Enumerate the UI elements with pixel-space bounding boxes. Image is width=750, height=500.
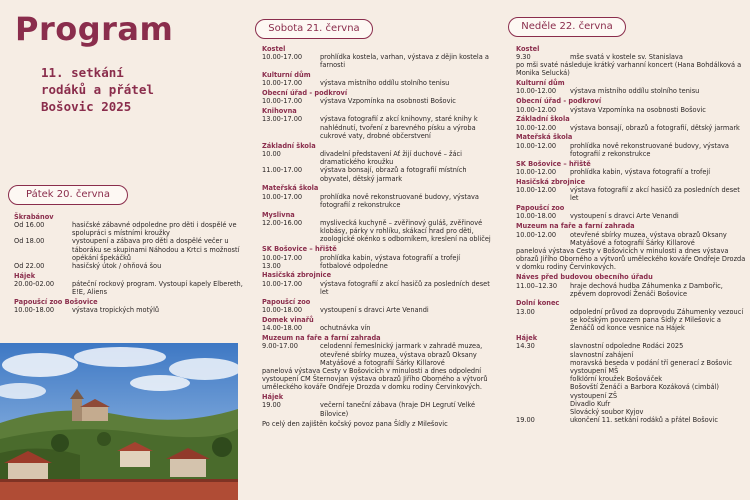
event-time xyxy=(516,400,570,408)
event-description: prohlídka nově rekonstruované budovy, výstava fotografií z rekonstrukce xyxy=(320,192,479,209)
venue-heading: Hájek xyxy=(262,393,284,402)
event-row xyxy=(516,212,746,220)
event-time: 14.30 xyxy=(516,342,535,351)
event-row xyxy=(262,79,498,87)
event-description: divadelní představení Ať žijí duchové – žáci dramatického kroužku xyxy=(320,149,463,167)
event-time xyxy=(516,383,570,391)
subtitle-line: Bošovic 2025 xyxy=(41,99,132,114)
venue-heading: Domek vinařů xyxy=(262,315,314,324)
event-time: 10.00-12.00 xyxy=(516,87,557,96)
event-row xyxy=(516,400,746,408)
event-description: slavnostní zahájení xyxy=(570,350,634,359)
venue-heading: Papoušcí zoo xyxy=(262,297,311,306)
event-description: výstava fotografií z akcí hasičů za posledních deset let xyxy=(570,186,740,203)
event-description: myslivecká kuchyně – zvěřinový guláš, zvěřinové klobásy, párky v rohlíku, skákací hrad pro děti, zoologické okénko s odborníkem, kreslení na obličej xyxy=(320,218,491,244)
event-row xyxy=(516,367,746,375)
event-time: 9.00-17.00 xyxy=(262,342,298,351)
event-time: 9.30 xyxy=(516,52,531,61)
event-time: 10.00-17.00 xyxy=(262,192,303,201)
day-label-sunday: Neděle 22. června xyxy=(508,17,626,37)
venue-heading: Základní škola xyxy=(262,141,316,150)
event-row xyxy=(262,306,498,314)
event-description: výstava bonsají, obrazů a fotografií místních obyvatel, dětský jarmark xyxy=(320,166,467,183)
event-description: otevřené sbírky muzea, výstava obrazů Oksany Matyášové a fotografií Šárky Killarové xyxy=(570,230,727,247)
event-time: Od 22.00 xyxy=(14,261,45,270)
event-description: večerní taneční zábava (hraje DH Legrutí Velké Bílovice) xyxy=(320,401,476,418)
venue-heading: Hájek xyxy=(14,271,36,280)
event-description: prohlídka nově rekonstruované budovy, výstava fotografií z rekonstrukce xyxy=(570,141,729,158)
day-label-friday: Pátek 20. června xyxy=(8,185,128,205)
event-row xyxy=(516,53,746,61)
venue-heading: Hasičská zbrojnice xyxy=(262,271,332,280)
event-row xyxy=(262,53,498,69)
event-time: 19.00 xyxy=(262,401,281,410)
event-description: ukončení 11. setkání rodáků a přátel Bošovic xyxy=(570,416,719,425)
event-row xyxy=(516,168,746,176)
event-description: folklórní kroužek Bošováček xyxy=(570,375,663,384)
event-time: 10.00-18.00 xyxy=(14,306,55,315)
event-row xyxy=(14,306,246,314)
event-row xyxy=(516,383,746,391)
event-time: 11.00-17.00 xyxy=(262,166,303,175)
venue-note: panelová výstava Cesty v Bošovicích v minulosti a dnes výstava obrazů Jiřího Oborného a výtvorů uměleckého kováře Ondřeje Drozda v domku rodiny Červinkových. xyxy=(516,247,746,272)
venue-heading: Náves před budovou obecního úřadu xyxy=(516,273,653,282)
event-time: 20.00-02.00 xyxy=(14,280,55,289)
event-row xyxy=(516,106,746,114)
event-time: 13.00 xyxy=(262,261,281,270)
event-row xyxy=(516,186,746,202)
venue-heading: Knihovna xyxy=(262,107,297,116)
event-time: 12.00-16.00 xyxy=(262,218,303,227)
event-row xyxy=(14,237,246,262)
event-row xyxy=(262,280,498,296)
event-row xyxy=(262,262,498,270)
event-row xyxy=(262,150,498,166)
event-time: 13.00-17.00 xyxy=(262,115,303,124)
event-row xyxy=(262,401,498,417)
event-row xyxy=(516,231,746,247)
event-row xyxy=(516,359,746,367)
sunday-schedule xyxy=(516,43,746,424)
event-row xyxy=(262,193,498,209)
venue-heading: Kulturní dům xyxy=(516,79,565,88)
venue-note: po mši svaté následuje krátký varhanní koncert (Hana Bohdálková a Monika Selucká) xyxy=(516,61,742,78)
event-time: 10.00-12.00 xyxy=(516,105,557,114)
event-description: vystoupení s dravci Arte Venandi xyxy=(570,212,679,221)
event-time: 10.00-12.00 xyxy=(516,230,557,239)
event-time xyxy=(516,351,570,359)
event-time: 13.00 xyxy=(516,307,535,316)
event-description: hasičské zábavné odpoledne pro děti i dospělé ve spolupráci s místními kroužky xyxy=(72,220,237,238)
venue-heading: Muzeum na faře a farní zahrada xyxy=(516,222,635,231)
event-row xyxy=(516,87,746,95)
event-description: hasičský útok / ohňová šou xyxy=(72,261,162,270)
day-label-saturday: Sobota 21. června xyxy=(255,19,373,39)
event-description: výstava bonsají, obrazů a fotografií, dětský jarmark xyxy=(570,123,740,132)
event-description: moravská beseda v podání tří generací z Bošovic xyxy=(570,358,732,367)
venue-heading: Hasičská zbrojnice xyxy=(516,177,586,186)
event-row xyxy=(516,408,746,416)
event-time xyxy=(516,392,570,400)
event-time: 10.00-12.00 xyxy=(516,168,557,177)
venue-heading: Papoušcí zoo xyxy=(516,204,565,213)
event-time: 19.00 xyxy=(516,416,535,425)
event-row xyxy=(14,221,246,237)
event-time: 11.00–12.30 xyxy=(516,281,558,290)
venue-heading: Muzeum na faře a farní zahrada xyxy=(262,333,381,342)
event-description: prohlídka kostela, varhan, výstava z dějin kostela a farnosti xyxy=(320,52,489,70)
event-description: celodenní řemeslnický jarmark v zahradě muzea, otevřené sbírky muzea, výstava obrazů Oksany Matyášové a fotografií Šárky Killarové xyxy=(320,342,483,367)
event-time: 10.00-17.00 xyxy=(262,52,303,61)
event-description: výstava tropických motýlů xyxy=(72,306,160,315)
event-time: 10.00-17.00 xyxy=(262,253,303,262)
venue-heading: SK Bošovice – hřiště xyxy=(516,159,591,168)
event-description: Slovácký soubor Kyjov xyxy=(570,407,644,416)
event-time xyxy=(516,367,570,375)
event-description: slavnostní odpoledne Rodáci 2025 xyxy=(570,342,684,351)
event-time: 10.00 xyxy=(262,149,281,158)
event-row xyxy=(262,342,498,367)
subtitle-line: 11. setkání xyxy=(41,65,124,80)
event-subtitle xyxy=(41,64,154,115)
event-time: 14.00-18.00 xyxy=(262,324,303,333)
event-row xyxy=(516,142,746,158)
venue-heading: Obecní úřad - podkroví xyxy=(262,88,348,97)
event-description: Divadlo Kufr xyxy=(570,399,611,408)
event-time: 10.00-17.00 xyxy=(262,79,303,88)
event-description: fotbalové odpoledne xyxy=(320,261,388,270)
venue-heading: Základní škola xyxy=(516,115,570,124)
event-description: mše svatá v kostele sv. Stanislava xyxy=(570,52,683,61)
event-time: 10.00-17.00 xyxy=(262,97,303,106)
event-description: vystoupení s dravci Arte Venandi xyxy=(320,306,429,315)
venue-heading: Mateřská škola xyxy=(516,133,573,142)
event-description: výstava místního oddílu stolního tenisu xyxy=(320,79,450,88)
event-row xyxy=(516,282,746,298)
saturday-schedule xyxy=(262,43,498,428)
event-time: 10.00-12.00 xyxy=(516,123,557,132)
venue-heading: Kostel xyxy=(262,44,286,53)
event-description: výstava fotografií z akcí knihovny, staré knihy k nahlédnutí, tvoření z barevného písku a výroba cukrové vaty, drobné občerstvení xyxy=(320,115,478,140)
event-row xyxy=(516,392,746,400)
event-description: vystoupení ZŠ xyxy=(570,391,618,400)
event-description: prohlídka kabin, výstava fotografií a trofejí xyxy=(320,253,461,262)
event-description: výstava fotografií z akcí hasičů za posledních deset let xyxy=(320,279,490,297)
event-time: Od 18.00 xyxy=(14,237,45,246)
event-description: výstava místního oddílu stolního tenisu xyxy=(570,87,700,96)
event-time: 10.00-18.00 xyxy=(262,306,303,315)
event-description: výstava Vzpomínka na osobnosti Bošovic xyxy=(570,105,706,114)
event-row xyxy=(262,324,498,332)
event-time xyxy=(516,359,570,367)
event-row xyxy=(516,308,746,333)
event-description: páteční rockový program. Vystoupí kapely Elbereth, E!E, Aliens xyxy=(72,280,243,297)
event-time: 10.00-17.00 xyxy=(262,279,303,288)
event-time: 10.00-12.00 xyxy=(516,141,557,150)
event-row xyxy=(516,124,746,132)
event-description: vystoupení MŠ xyxy=(570,366,619,375)
event-row xyxy=(262,254,498,262)
page-title: Program xyxy=(15,10,174,48)
venue-heading: Hájek xyxy=(516,333,538,342)
event-description: hraje dechová hudba Záhumenka z Dambořic, zpěvem doprovodí Ženáči Bošovice xyxy=(570,281,723,298)
event-description: odpolední průvod za doprovodu Záhumenky vezoucí se kočským povozem pana Šídly z Milešovic a Ženáčů od konce vesnice na Hájek xyxy=(570,307,744,333)
event-description: Bošovští Ženáči a Barbora Kozáková (cimbál) xyxy=(570,383,719,392)
event-time: 10.00-18.00 xyxy=(516,212,557,221)
event-description: vystoupení a zábava pro děti a dospělé večer u táboráku se skupinami Náhodou a Krtci s možností opékání špekáčků xyxy=(72,237,240,262)
event-row xyxy=(14,280,246,296)
venue-heading: Dolní konec xyxy=(516,299,560,308)
event-description: prohlídka kabin, výstava fotografií a trofejí xyxy=(570,168,711,177)
subtitle-line: rodáků a přátel xyxy=(41,82,154,97)
event-row xyxy=(262,97,498,105)
schedule-footer: Po celý den zajištěn kočský povoz pana Šídly z Milešovic xyxy=(262,419,448,428)
event-description: výstava Vzpomínka na osobnosti Bošovic xyxy=(320,97,456,106)
event-row xyxy=(262,115,498,140)
venue-heading: Kulturní dům xyxy=(262,70,311,79)
village-photo xyxy=(0,343,238,500)
event-row xyxy=(516,351,746,359)
venue-heading: Mateřská škola xyxy=(262,184,319,193)
event-row xyxy=(516,416,746,424)
event-description: ochutnávka vín xyxy=(320,324,371,333)
venue-heading: Papoušcí zoo Bošovice xyxy=(14,297,98,306)
event-time xyxy=(516,408,570,416)
event-row xyxy=(516,342,746,350)
event-row xyxy=(14,262,246,270)
venue-note: panelová výstava Cesty v Bošovicích v minulosti a dnes odpolední vystoupení CM Šternovjan výstava obrazů Jiřího Oborného a výtvorů uměleckého kováře Ondřeje Drozda v domku rodiny Červinkových. xyxy=(262,366,488,392)
friday-schedule xyxy=(14,211,246,315)
event-row xyxy=(262,219,498,244)
venue-heading: SK Bošovice – hřiště xyxy=(262,245,337,254)
event-time: Od 16.00 xyxy=(14,220,45,229)
venue-heading: Kostel xyxy=(516,44,540,53)
venue-heading: Myslivna xyxy=(262,210,295,219)
venue-heading: Obecní úřad - podkroví xyxy=(516,97,602,106)
event-time xyxy=(516,375,570,383)
event-time: 10.00-12.00 xyxy=(516,186,557,195)
event-row xyxy=(262,166,498,182)
venue-heading: Škrabánov xyxy=(14,212,54,221)
